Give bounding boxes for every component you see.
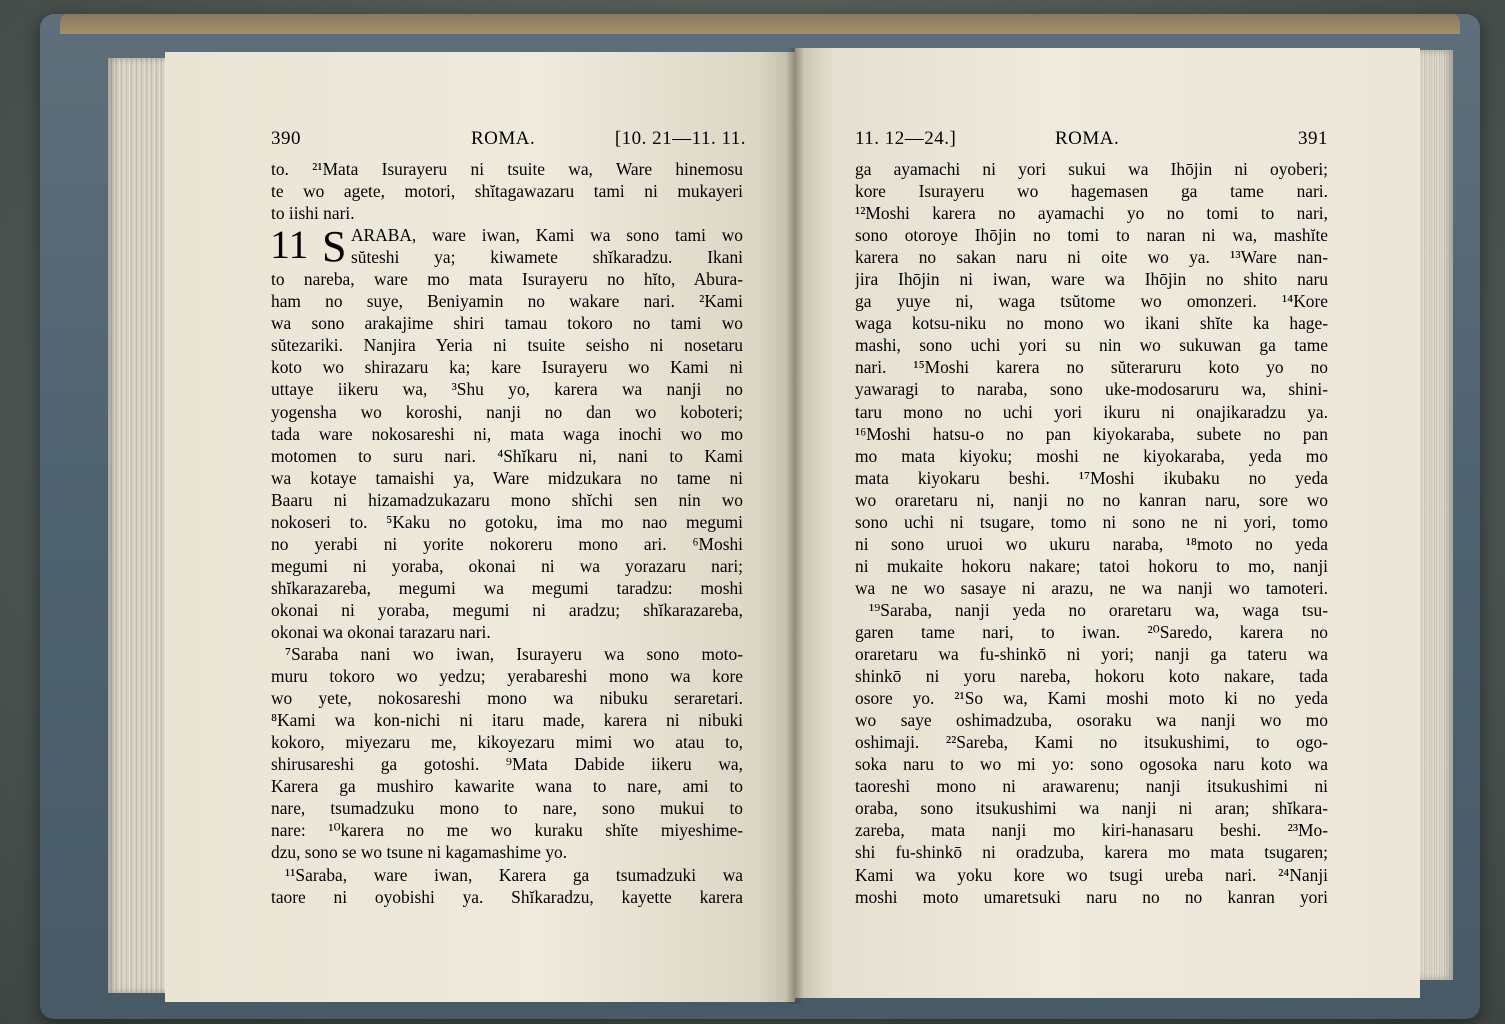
text-line: Karera ga mushiro kawarite wana to nare, ami to <box>271 776 743 797</box>
text-line: wo oraretaru ni, nanji no no kanran naru, sore wo <box>855 489 1328 510</box>
verse-range-right: 11. 12—24.] <box>855 128 957 149</box>
text-line: muru tokoro wo yedzu; yerabareshi mono wa kore <box>271 666 743 687</box>
text-line: ARABA, ware iwan, Kami wa sono tami wo <box>351 225 743 246</box>
text-line: oraba, sono itsukushimi wa nanji ni aran; shĭkara- <box>855 798 1328 819</box>
text-line: nare: ¹⁰karera no me wo kuraku shĭte miyeshime- <box>271 820 743 841</box>
drop-cap: S <box>322 222 347 271</box>
text-line: osore yo. ²¹So wa, Kami moshi moto ki no yeda <box>855 688 1328 709</box>
text-line: ga yuye ni, waga tsŭtome wo omonzeri. ¹⁴Kore <box>855 291 1328 312</box>
text-line: karera no sakan naru ni oite wo ya. ¹³Ware nan- <box>855 247 1328 268</box>
text-line: no yerabi ni yorite nokoreru mono ari. ⁶Moshi <box>271 533 743 554</box>
text-line: sŭtezariki. Nanjira Yeria ni tsuite seisho ni nosetaru <box>271 335 743 356</box>
text-line: wa sono arakajime shiri tamau tokoro no tami wo <box>271 313 743 334</box>
text-line: sono uchi ni tsugare, tomo ni sono ne ni yori, tomo <box>855 511 1328 532</box>
text-line: wo saye oshimadzuba, osoraku wa nanji wo mo <box>855 710 1328 731</box>
text-line: taoreshi mono ni arawarenu; nanji itsukushimi ni <box>855 776 1328 797</box>
text-line: kokoro, miyezaru me, kikoyezaru mimi wo atau to, <box>271 732 743 753</box>
text-line: to. ²¹Mata Isurayeru ni tsuite wa, Ware hinemosu <box>271 159 743 179</box>
text-line: nari. ¹⁵Moshi karera no sŭteraruru koto yo no <box>855 357 1328 378</box>
running-title-left: ROMA. <box>471 128 536 149</box>
text-line: Baaru ni hizamadzukazaru mono shĭchi sen nin wo <box>271 489 743 510</box>
text-line: ¹⁶Moshi hatsu-o no pan kiyokaraba, subete no pan <box>855 423 1328 444</box>
text-line: mashi, sono uchi yori su nin wo sukuwan ga tame <box>855 335 1328 356</box>
text-line: kore Isurayeru wo hagemasen ga tame nari. <box>855 181 1328 202</box>
text-line: megumi ni yoraba, okonai ni wa yorazaru nari; <box>271 555 743 576</box>
text-line: okonai wa okonai tarazaru nari. <box>271 621 491 642</box>
text-line: wa kotaye tamaishi ya, Ware midzukara no tame ni <box>271 467 743 488</box>
book-spine-edge <box>60 14 1460 34</box>
right-page-text <box>855 158 1328 908</box>
text-line: soka naru to wo mi yo: sono ogosoka naru koto wa <box>855 754 1328 775</box>
text-line: ¹²Moshi karera no ayamachi yo no tomi to nari, <box>855 203 1328 224</box>
text-line: tada ware nokosareshi ni, mata waga inochi wo mo <box>271 423 743 444</box>
text-line: sono otoroye Ihōjin no tomi to naran ni wa, mashĭte <box>855 225 1328 246</box>
text-line: uttaye iikeru wa, ³Shu yo, karera wa nanji no <box>271 379 743 400</box>
text-line: shinkō ni yoru nareba, hokoru koto nakare, tada <box>855 666 1328 687</box>
text-line: jira Ihōjin ni iwan, ware wa Ihōjin no shito naru <box>855 269 1328 290</box>
text-line: okonai ni yoraba, megumi ni aradzu; shĭkarazareba, <box>271 599 743 620</box>
text-line: to iishi nari. <box>271 203 355 224</box>
text-line: oshimaji. ²²Sareba, Kami no itsukushimi, to ogo- <box>855 732 1328 753</box>
text-line: sŭteshi ya; kiwamete shĭkaradzu. Ikani <box>351 247 743 268</box>
text-line: shirusareshi ga gotoshi. ⁹Mata Dabide iikeru wa, <box>271 754 743 775</box>
text-line: wa ne wo sasaye ni arazu, ne wa nanji wo tamoteri. <box>855 577 1328 598</box>
page-edges-right <box>1415 50 1453 980</box>
text-line: ⁸Kami wa kon-nichi ni itaru made, karera ni nibuki <box>271 710 743 731</box>
text-line: ni mukaite hokoru nakare; tatoi hokoru to mo, nanji <box>855 555 1328 576</box>
page-number-right: 391 <box>1298 128 1328 149</box>
text-line: ni sono uruoi wo ukuru naraba, ¹⁸moto no yeda <box>855 533 1328 554</box>
text-line: ga ayamachi ni yori sukui wa Ihōjin ni oyoberi; <box>855 159 1328 179</box>
right-page-header <box>855 128 1328 154</box>
text-line: shĭkarazareba, megumi wa megumi taradzu: moshi <box>271 577 743 598</box>
left-page-text <box>271 158 743 908</box>
book-gutter <box>786 48 804 1004</box>
text-line: ¹¹Saraba, ware iwan, Karera ga tsumadzuki wa <box>285 864 743 885</box>
text-line: nokoseri to. ⁵Kaku no gotoku, ima mo nao megumi <box>271 511 743 532</box>
running-title-right: ROMA. <box>1055 128 1120 149</box>
text-line: Kami wa yoku kore wo tsugi ureba nari. ²⁴Nanji <box>855 864 1328 885</box>
text-line: shi fu-shinkō ni oradzuba, karera mo mata tsugaren; <box>855 842 1328 863</box>
text-line: yogensha wo koroshi, nanji no dan wo koboteri; <box>271 401 743 422</box>
text-line: taru mono no uchi yori ikuru ni onajikaradzu ya. <box>855 401 1328 422</box>
text-line: moshi moto umaretsuki naru no no kanran yori <box>855 886 1328 907</box>
page-number-left: 390 <box>271 128 301 149</box>
text-line: taore ni oyobishi ya. Shĭkaradzu, kayette karera <box>271 886 743 907</box>
text-line: motomen to suru nari. ⁴Shĭkaru ni, nani to Kami <box>271 445 743 466</box>
text-line: koto wo shirazaru ka; kare Isurayeru wo Kami ni <box>271 357 743 378</box>
text-line: mata kiyokaru beshi. ¹⁷Moshi ikubaku no yeda <box>855 467 1328 488</box>
left-page-header <box>271 128 746 154</box>
text-line: ⁷Saraba nani wo iwan, Isurayeru wa sono moto- <box>285 644 743 665</box>
text-line: oraretaru wa fu-shinkō ni yori; nanji ga tateru wa <box>855 644 1328 665</box>
text-line: ¹⁹Saraba, nanji yeda no oraretaru wa, waga tsu- <box>869 599 1328 620</box>
verse-range-left: [10. 21—11. 11. <box>614 128 746 149</box>
text-line: waga kotsu-niku no mono wo ikani shĭte ka hage- <box>855 313 1328 334</box>
text-line: ham no suye, Beniyamin no wakare nari. ²Kami <box>271 291 743 312</box>
text-line: garen tame nari, to iwan. ²⁰Saredo, karera no <box>855 621 1328 642</box>
text-line: dzu, sono se wo tsune ni kagamashime yo. <box>271 842 568 863</box>
text-line: nare, tsumadzuku mono to nare, sono mukui to <box>271 798 743 819</box>
text-line: wo yete, nokosareshi mono wa nibuku seraretari. <box>271 688 743 709</box>
text-line: te wo agete, motori, shĭtagawazaru tami ni mukayeri <box>271 181 743 202</box>
chapter-number: 11 <box>270 222 309 267</box>
text-line: to nareba, ware mo mata Isurayeru no hĭto, Abura- <box>271 269 743 290</box>
text-line: zareba, mata nanji mo kiri-hanasaru beshi. ²³Mo- <box>855 820 1328 841</box>
text-line: yawaragi to naraba, sono uke-modosaruru wa, shini- <box>855 379 1328 400</box>
text-line: mo mata kiyoku; moshi ne kiyokaraba, yeda mo <box>855 445 1328 466</box>
